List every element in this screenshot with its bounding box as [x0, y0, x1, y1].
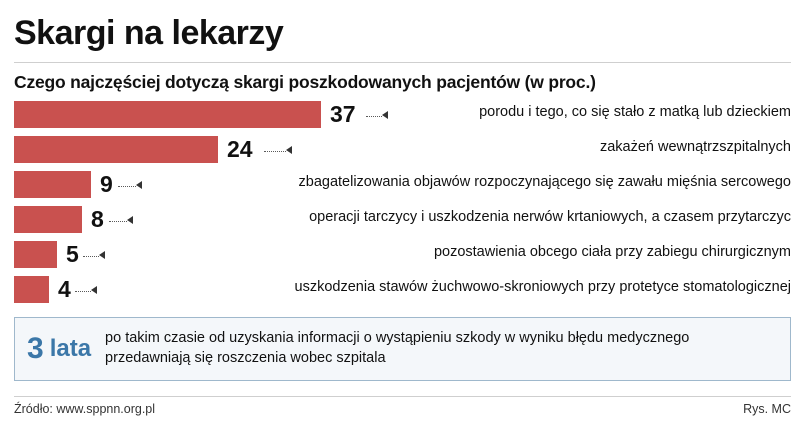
leader-line — [83, 256, 99, 258]
bar-label: zakażeń wewnątrzszpitalnych — [599, 138, 791, 155]
chart-row — [14, 206, 791, 236]
bar-value: 8 — [91, 205, 104, 232]
leader-line — [366, 116, 382, 118]
bar — [14, 241, 57, 268]
leader-arrow — [382, 111, 388, 119]
leader-arrow — [127, 216, 133, 224]
leader-arrow — [136, 181, 142, 189]
bar-value: 4 — [58, 275, 71, 302]
footnote-unit: lata — [49, 334, 92, 362]
bar-label: porodu i tego, co się stało z matką lub dzieckiem — [479, 103, 791, 120]
leader-arrow — [99, 251, 105, 259]
leader-arrow — [286, 146, 292, 154]
footer-divider — [14, 396, 791, 397]
bar-chart — [14, 101, 791, 306]
title-divider — [14, 62, 791, 63]
bar-value: 24 — [227, 135, 253, 162]
chart-row — [14, 171, 791, 201]
bar-value: 9 — [100, 170, 113, 197]
chart-row — [14, 136, 791, 166]
bar-label: operacji tarczycy i uszkodzenia nerwów krtaniowych, a czasem przytarczyc — [309, 208, 791, 225]
bar — [14, 101, 321, 128]
bar-label: pozostawienia obcego ciała przy zabiegu chirurgicznym — [433, 243, 791, 260]
bar-value: 37 — [330, 100, 356, 127]
leader-line — [75, 291, 91, 293]
chart-row — [14, 276, 791, 306]
bar-value: 5 — [66, 240, 79, 267]
footnote-number: 3 — [27, 331, 44, 365]
chart-row — [14, 241, 791, 271]
footer — [14, 396, 791, 416]
bar — [14, 171, 91, 198]
source-text: Źródło: www.sppnn.org.pl — [14, 402, 156, 416]
footnote-box — [14, 317, 791, 381]
leader-arrow — [91, 286, 97, 294]
bar — [14, 206, 82, 233]
bar-label: uszkodzenia stawów żuchwowo-skroniowych przy protetyce stomatologicznej — [294, 278, 791, 295]
chart-row — [14, 101, 791, 131]
chart-subtitle: Czego najczęściej dotyczą skargi poszkodowanych pacjentów (w proc.) — [14, 71, 596, 92]
bar — [14, 276, 49, 303]
leader-line — [109, 221, 127, 223]
bar-label: zbagatelizowania objawów rozpoczynającego się zawału mięśnia sercowego — [298, 173, 791, 190]
credit-text: Rys. MC — [743, 402, 791, 416]
bar — [14, 136, 218, 163]
leader-line — [264, 151, 286, 153]
leader-line — [118, 186, 136, 188]
page-title: Skargi na lekarzy — [14, 14, 284, 52]
footnote-text: po takim czasie od uzyskania informacji o wystąpieniu szkody w wyniku błędu medycznego przedawniają się roszczenia wobec szpitala — [105, 330, 690, 366]
